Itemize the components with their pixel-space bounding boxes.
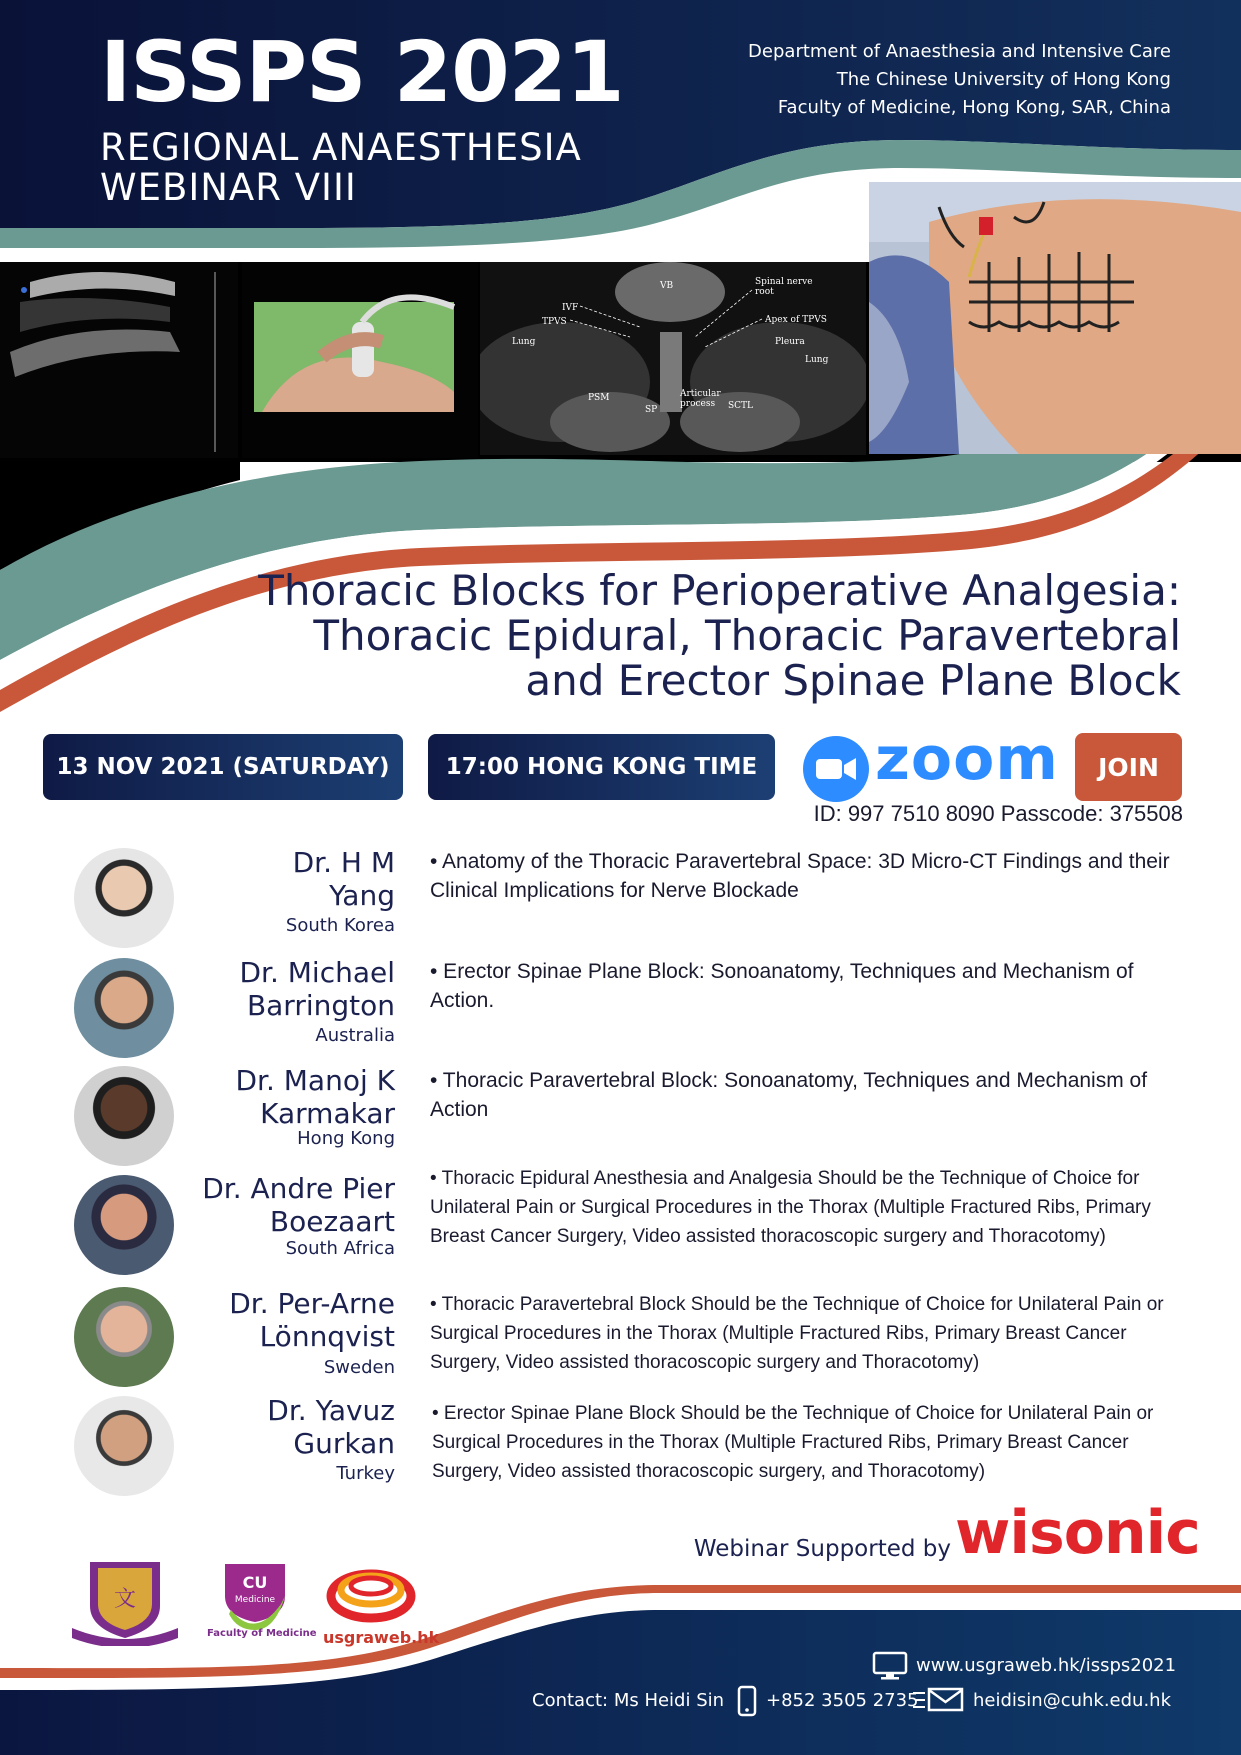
speaker-photo-karmakar: [74, 1066, 174, 1166]
speaker-country-barrington: Australia: [315, 1025, 395, 1046]
subtitle-line-2: WEBINAR VIII: [100, 166, 357, 209]
dept-line-3: Faculty of Medicine, Hong Kong, SAR, China: [777, 97, 1171, 118]
speaker-topic-karmakar: • Thoracic Paravertebral Block: Sonoanatomy, Techniques and Mechanism of Action: [430, 1069, 1148, 1121]
join-button[interactable]: JOIN: [1075, 733, 1182, 801]
speaker-name-barrington: Dr. Michael Barrington: [239, 956, 395, 1022]
mri-label-ivf: IVF: [562, 303, 579, 313]
topic-heading: [258, 568, 1181, 703]
speaker-photo-yang: [74, 848, 174, 948]
wisonic-logo: wisonic: [955, 1498, 1200, 1568]
mri-label-sp: SP: [645, 405, 658, 415]
mri-label-vb: VB: [660, 281, 674, 291]
usgraweb-text: usgraweb.hk: [323, 1628, 440, 1647]
mri-label-apex: Apex of TPVS: [765, 315, 827, 325]
sponsor-label: Webinar Supported by: [693, 1536, 951, 1562]
svg-text:root: root: [755, 287, 774, 297]
mri-label-tpvs: TPVS: [542, 317, 567, 327]
cu-medicine-text-1: CU: [242, 1573, 268, 1592]
speaker-name-yang: Dr. H M Yang: [292, 846, 395, 912]
cu-medicine-text-2: Medicine: [234, 1595, 276, 1605]
speaker-country-karmakar: Hong Kong: [297, 1128, 395, 1149]
cuhk-crest-icon: [70, 1558, 180, 1646]
website-link[interactable]: www.usgraweb.hk/issps2021: [916, 1655, 1177, 1676]
speaker-photo-lonnqvist: [74, 1287, 174, 1387]
speaker-name-lonnqvist: Dr. Per-Arne Lönnqvist: [229, 1287, 395, 1353]
subtitle-line-1: REGIONAL ANAESTHESIA: [100, 126, 582, 169]
topic-line-3: and Erector Spinae Plane Block: [525, 656, 1181, 705]
speaker-topic-barrington: • Erector Spinae Plane Block: Sonoanatomy, Techniques and Mechanism of Action.: [430, 960, 1134, 1012]
speaker-topic-boezaart: • Thoracic Epidural Anesthesia and Analgesia Should be the Technique of Choice for Unilateral Pain or Surgical Procedures in the Thorax (Multiple Fractured Ribs, Primary Breast Cancer Surgery, Video assisted thoracoscopic surgery and Thoracotomy): [430, 1168, 1151, 1247]
speaker-country-boezaart: South Africa: [285, 1238, 395, 1259]
speaker-name-karmakar: Dr. Manoj K Karmakar: [235, 1064, 395, 1130]
speaker-topic-lonnqvist: • Thoracic Paravertebral Block Should be the Technique of Choice for Unilateral Pain or Surgical Procedures in the Thorax (Multiple Fractured Ribs, Primary Breast Cancer Surgery, Video assisted thoracoscopic surgery and Thoracotomy): [430, 1294, 1164, 1373]
speaker-name-boezaart: Dr. Andre Pier Boezaart: [202, 1172, 395, 1238]
department-info: [748, 38, 1171, 122]
speaker-topic-gurkan: • Erector Spinae Plane Block Should be the Technique of Choice for Unilateral Pain or Surgical Procedures in the Thorax (Multiple Fractured Ribs, Primary Breast Cancer Surgery, Video assisted thoracoscopic surgery, and Thoracotomy): [432, 1403, 1154, 1482]
speaker-photo-barrington: [74, 958, 174, 1058]
time-badge: 17:00 HONG KONG TIME: [428, 734, 775, 800]
topic-line-1: Thoracic Blocks for Perioperative Analgesia:: [258, 566, 1181, 615]
mri-image: [480, 262, 866, 455]
email-icon: [913, 1687, 965, 1713]
speaker-country-yang: South Korea: [285, 915, 395, 936]
patient-marking-photo: [869, 182, 1241, 454]
speaker-name-gurkan: Dr. Yavuz Gurkan: [267, 1394, 395, 1460]
contact-email[interactable]: heidisin@cuhk.edu.hk: [973, 1690, 1172, 1711]
usgraweb-logo-icon: [325, 1560, 417, 1626]
event-subtitle: [100, 128, 582, 208]
dept-line-1: Department of Anaesthesia and Intensive Care: [748, 41, 1171, 62]
phone-icon: [737, 1685, 757, 1717]
speaker-country-gurkan: Turkey: [336, 1463, 395, 1484]
faculty-of-medicine-text: Faculty of Medicine: [207, 1628, 317, 1639]
zoom-icon[interactable]: [802, 735, 870, 803]
date-badge: 13 NOV 2021 (SATURDAY): [43, 734, 403, 800]
mri-label-articular: Articular: [680, 389, 721, 399]
mri-label-lung-right: Lung: [805, 355, 829, 365]
event-title: ISSPS 2021: [100, 23, 624, 121]
svg-text:文: 文: [113, 1587, 137, 1612]
zoom-meeting-id: ID: 997 7510 8090 Passcode: 375508: [813, 801, 1183, 826]
mri-label-pleura: Pleura: [775, 337, 805, 347]
scan-procedure-photo: [242, 262, 478, 458]
contact-phone[interactable]: +852 3505 2735: [766, 1690, 919, 1711]
zoom-wordmark[interactable]: zoom: [875, 724, 1059, 794]
contact-name: Contact: Ms Heidi Sin: [532, 1690, 725, 1711]
speaker-country-lonnqvist: Sweden: [323, 1357, 395, 1378]
mri-label-psm: PSM: [588, 393, 610, 403]
mri-label-root: Spinal nerve: [755, 277, 813, 287]
ultrasound-image: [0, 262, 238, 458]
topic-line-2: Thoracic Epidural, Thoracic Paravertebral: [313, 611, 1181, 660]
dept-line-2: The Chinese University of Hong Kong: [836, 69, 1171, 90]
speaker-photo-boezaart: [74, 1175, 174, 1275]
speaker-topic-yang: • Anatomy of the Thoracic Paravertebral Space: 3D Micro-CT Findings and their Clinical Implications for Nerve Blockade: [430, 850, 1170, 902]
speaker-photo-gurkan: [74, 1396, 174, 1496]
svg-text:process: process: [680, 399, 716, 409]
mri-label-lung-left: Lung: [512, 337, 536, 347]
monitor-icon: [872, 1651, 908, 1681]
mri-label-sctl: SCTL: [728, 401, 754, 411]
